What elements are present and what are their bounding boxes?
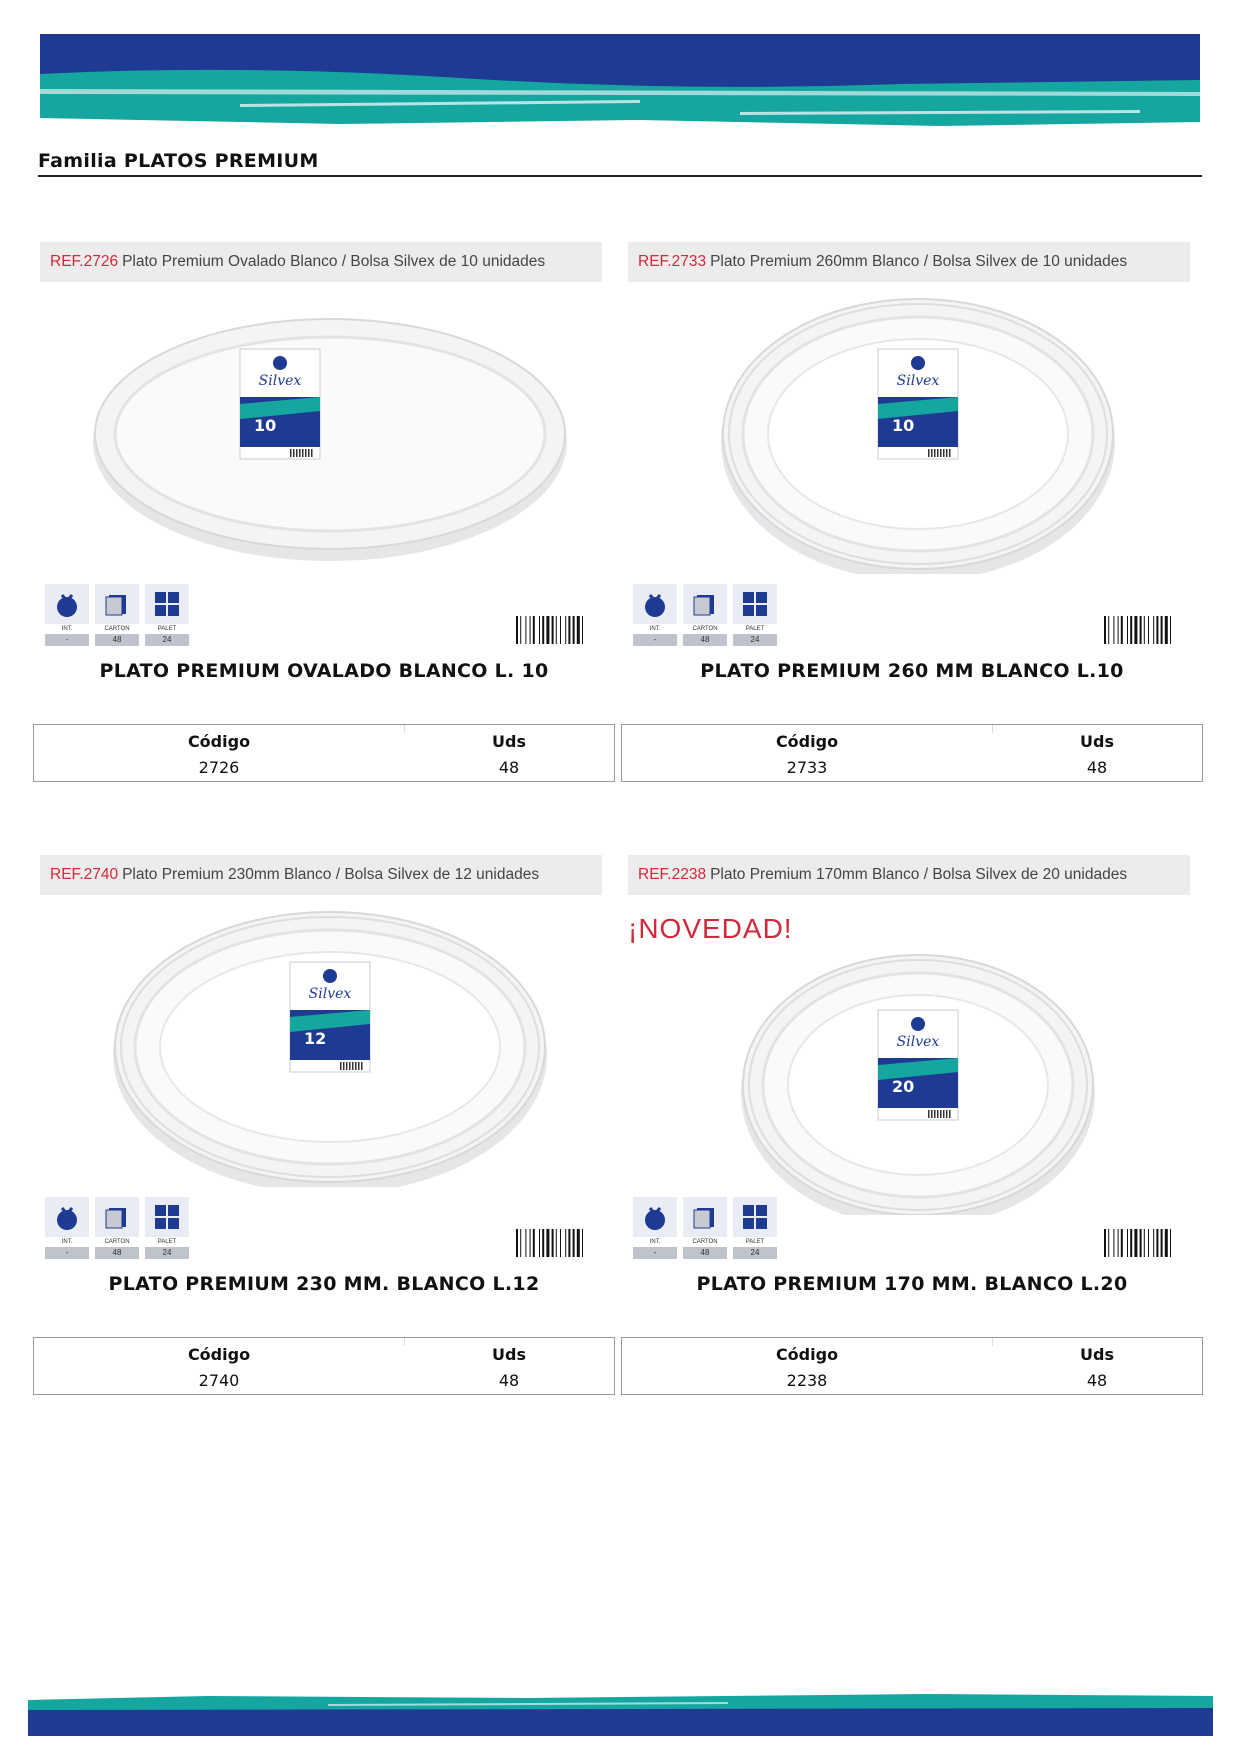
logistics-carton	[682, 584, 728, 648]
carton-value: 48	[683, 634, 727, 646]
ref-code: REF.2726	[50, 253, 119, 270]
int-package-icon	[45, 1197, 89, 1237]
ref-description: Plato Premium Ovalado Blanco / Bolsa Silvex de 10 unidades	[122, 253, 546, 270]
pack-count-label: 10	[892, 416, 915, 435]
product-title: PLATO PREMIUM OVALADO BLANCO L. 10	[99, 660, 549, 682]
product-title: PLATO PREMIUM 170 MM. BLANCO L.20	[696, 1273, 1128, 1295]
pallet-icon	[145, 584, 189, 624]
ref-banner	[40, 855, 602, 895]
brand-label: Silvex	[308, 986, 352, 1002]
code-value: 2733	[786, 758, 828, 777]
palet-value: 24	[145, 1247, 189, 1259]
logistics-icons	[44, 584, 190, 648]
logistics-int	[632, 1197, 678, 1261]
units-header: Uds	[1080, 1345, 1114, 1364]
barcode	[512, 614, 600, 650]
carton-value: 48	[95, 634, 139, 646]
plate-photo-wrap	[80, 907, 580, 1187]
pack-count-label: 20	[892, 1077, 915, 1096]
plate-photo-wrap	[668, 294, 1168, 574]
carton-box-icon	[683, 584, 727, 624]
code-header: Código	[775, 732, 839, 751]
brand-label: Silvex	[258, 373, 302, 389]
units-column	[404, 729, 614, 781]
logistics-int	[44, 1197, 90, 1261]
product-info-table	[621, 1337, 1203, 1395]
barcode-icon	[1100, 614, 1188, 650]
product-image	[628, 855, 1196, 1265]
ref-description: Plato Premium 170mm Blanco / Bolsa Silvex de 20 unidades	[710, 866, 1128, 883]
pallet-icon	[145, 1197, 189, 1237]
product-card	[33, 855, 615, 1299]
top-brush-banner	[40, 34, 1200, 130]
palet-label: PALET	[745, 626, 765, 632]
product-card	[33, 242, 615, 686]
logistics-carton	[94, 1197, 140, 1261]
product-image	[40, 242, 608, 652]
product-info-table	[621, 724, 1203, 782]
logistics-int	[632, 584, 678, 648]
carton-label: CARTON	[692, 626, 718, 632]
bottom-brush-banner	[28, 1690, 1213, 1736]
pallet-icon	[733, 584, 777, 624]
product-card	[621, 242, 1203, 686]
carton-value: 48	[95, 1247, 139, 1259]
plate-photo	[80, 907, 580, 1187]
code-header: Código	[187, 732, 251, 751]
plate-photo	[668, 935, 1168, 1215]
logistics-palet	[144, 584, 190, 648]
int-value: -	[45, 1247, 89, 1259]
novedad-badge: ¡NOVEDAD!	[628, 913, 793, 944]
logistics-carton	[682, 1197, 728, 1261]
table-divider	[404, 1338, 405, 1346]
int-value: -	[45, 634, 89, 646]
ref-description: Plato Premium 260mm Blanco / Bolsa Silvex de 10 unidades	[710, 253, 1128, 270]
code-header: Código	[187, 1345, 251, 1364]
carton-box-icon	[95, 1197, 139, 1237]
family-title-rule	[38, 175, 1202, 177]
int-package-icon	[45, 584, 89, 624]
code-column	[622, 729, 992, 781]
table-divider	[404, 725, 405, 733]
logistics-icons	[632, 584, 778, 648]
table-divider	[992, 1338, 993, 1346]
product-title: PLATO PREMIUM 260 MM BLANCO L.10	[700, 660, 1124, 682]
plate-photo	[80, 294, 580, 574]
carton-value: 48	[683, 1247, 727, 1259]
barcode-icon	[1100, 1227, 1188, 1263]
logistics-carton	[94, 584, 140, 648]
code-header: Código	[775, 1345, 839, 1364]
ref-description: Plato Premium 230mm Blanco / Bolsa Silvex de 12 unidades	[122, 866, 540, 883]
pack-count-label: 12	[304, 1029, 327, 1048]
code-column	[34, 1342, 404, 1394]
code-value: 2740	[198, 1371, 240, 1390]
carton-box-icon	[683, 1197, 727, 1237]
barcode	[1100, 614, 1188, 650]
product-title: PLATO PREMIUM 230 MM. BLANCO L.12	[108, 1273, 540, 1295]
palet-label: PALET	[745, 1239, 765, 1245]
units-value: 48	[1086, 758, 1108, 777]
ref-code: REF.2733	[638, 253, 707, 270]
palet-value: 24	[733, 634, 777, 646]
product-info-table	[33, 1337, 615, 1395]
palet-label: PALET	[157, 1239, 177, 1245]
pack-count-label: 10	[254, 416, 277, 435]
ref-banner	[628, 855, 1190, 895]
code-column	[622, 1342, 992, 1394]
units-value: 48	[498, 1371, 520, 1390]
carton-label: CARTON	[692, 1239, 718, 1245]
int-label: INT.	[649, 626, 661, 632]
int-label: INT.	[649, 1239, 661, 1245]
palet-value: 24	[733, 1247, 777, 1259]
int-value: -	[633, 1247, 677, 1259]
carton-box-icon	[95, 584, 139, 624]
palet-label: PALET	[157, 626, 177, 632]
family-title: Familia PLATOS PREMIUM	[38, 150, 319, 172]
barcode	[1100, 1227, 1188, 1263]
int-package-icon	[633, 1197, 677, 1237]
logistics-palet	[144, 1197, 190, 1261]
product-card	[621, 855, 1203, 1299]
ref-code: REF.2740	[50, 866, 119, 883]
logistics-palet	[732, 1197, 778, 1261]
units-value: 48	[1086, 1371, 1108, 1390]
product-info-table	[33, 724, 615, 782]
units-value: 48	[498, 758, 520, 777]
logistics-int	[44, 584, 90, 648]
carton-label: CARTON	[104, 1239, 130, 1245]
int-label: INT.	[61, 1239, 73, 1245]
palet-value: 24	[145, 634, 189, 646]
barcode	[512, 1227, 600, 1263]
units-column	[992, 729, 1202, 781]
logistics-palet	[732, 584, 778, 648]
carton-label: CARTON	[104, 626, 130, 632]
int-label: INT.	[61, 626, 73, 632]
units-column	[992, 1342, 1202, 1394]
ref-banner	[628, 242, 1190, 282]
plate-photo	[668, 294, 1168, 574]
int-value: -	[633, 634, 677, 646]
units-column	[404, 1342, 614, 1394]
units-header: Uds	[492, 1345, 526, 1364]
code-column	[34, 729, 404, 781]
code-value: 2726	[198, 758, 240, 777]
logistics-icons	[44, 1197, 190, 1261]
table-divider	[992, 725, 993, 733]
ref-banner	[40, 242, 602, 282]
logistics-icons	[632, 1197, 778, 1261]
barcode-icon	[512, 614, 600, 650]
brand-label: Silvex	[896, 1034, 940, 1050]
ref-code: REF.2238	[638, 866, 707, 883]
product-image	[40, 855, 608, 1265]
int-package-icon	[633, 584, 677, 624]
barcode-icon	[512, 1227, 600, 1263]
code-value: 2238	[786, 1371, 828, 1390]
units-header: Uds	[1080, 732, 1114, 751]
brand-label: Silvex	[896, 373, 940, 389]
units-header: Uds	[492, 732, 526, 751]
plate-photo-wrap	[80, 294, 580, 574]
product-image	[628, 242, 1196, 652]
plate-photo-wrap	[668, 935, 1168, 1215]
pallet-icon	[733, 1197, 777, 1237]
